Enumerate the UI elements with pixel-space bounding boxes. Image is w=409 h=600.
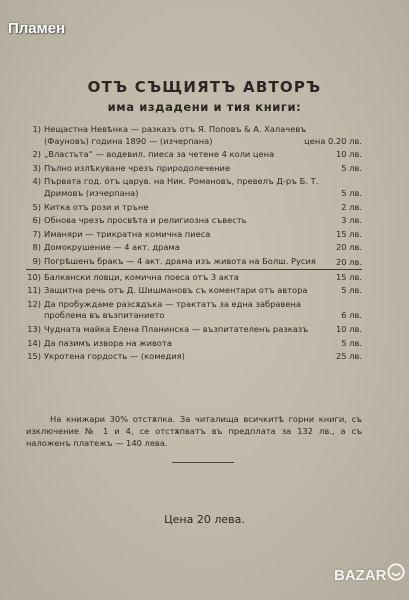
book-list (26, 124, 362, 365)
list-item (26, 338, 362, 350)
item-price: 3 лв. (341, 215, 362, 226)
item-price: 5 лв. (341, 285, 362, 296)
item-number: 1) (32, 124, 41, 134)
page-subtitle: има издадени и тия книги: (107, 100, 302, 114)
item-number: 15) (27, 351, 41, 362)
page-title: ОТЪ СЪЩИЯТЪ АВТОРЪ (87, 78, 322, 96)
cover-price: Цена 20 лева. (164, 513, 245, 526)
list-item (26, 229, 362, 241)
item-number: 3) (32, 162, 41, 173)
item-number: 7) (32, 228, 41, 239)
divider (172, 462, 234, 463)
item-price: 20 лв. (335, 242, 362, 253)
item-number: 9) (32, 255, 41, 266)
item-price: 10 лв. (335, 149, 362, 160)
bazar-smile-icon (387, 563, 405, 581)
list-item (26, 176, 362, 199)
item-price: 25 лв. (335, 351, 362, 362)
list-item (26, 242, 362, 254)
item-number: 5) (32, 201, 41, 212)
item-title: Укротена гордость — (комедия) (44, 351, 185, 362)
item-number: 10) (27, 271, 41, 282)
list-item (26, 272, 362, 284)
item-title: Нещастна Невѣнка — разказъ отъ Я. Поповъ & А. Халачевъ (Фауновъ) година 1890 — (изчерпана) (44, 124, 307, 146)
item-price: 2 лв. (341, 201, 362, 212)
item-title: Иманяри — трикратна комична пиеса (44, 228, 211, 239)
list-item (26, 163, 362, 175)
item-title: Китка отъ рози и трънe (44, 201, 149, 212)
list-item (26, 351, 362, 363)
item-price: 6 лв. (341, 310, 362, 321)
item-price: цена 0.20 лв. (304, 135, 362, 146)
list-item (26, 299, 362, 322)
item-title: Обнова чрезъ просвѣта и религиозна съвесть (44, 215, 247, 226)
item-price: 5 лв. (341, 187, 362, 198)
item-number: 14) (27, 337, 41, 348)
list-item (26, 285, 362, 297)
item-number: 11) (27, 285, 41, 296)
bazar-logo: BAZAR (334, 567, 387, 584)
item-title: Да пазимъ извора на живота (44, 337, 172, 348)
list-item (26, 124, 362, 147)
item-title: Балкански ловци, комична поеса отъ 3 акта (44, 271, 239, 282)
item-title: Защитна речь отъ Д. Шишмановъ съ коментари отъ автора (44, 285, 308, 296)
item-price: 5 лв. (341, 337, 362, 348)
item-price: 5 лв. (341, 162, 362, 173)
item-number: 6) (32, 215, 41, 226)
item-price: 10 лв. (335, 323, 362, 334)
list-item (26, 324, 362, 336)
list-item (26, 149, 362, 161)
item-title: Да пробуждаме разсѫдъка — трактатъ за една забравена проблема въ възпитанието (44, 298, 301, 321)
list-item (26, 202, 362, 214)
item-number: 4) (32, 176, 41, 187)
item-title: „Властьта“ — водевил. пиеса за четене 4 коли цена (44, 149, 275, 160)
item-number: 13) (27, 323, 41, 334)
item-price: 20 лв. (335, 256, 362, 267)
item-number: 2) (32, 149, 41, 160)
list-item (26, 215, 362, 227)
item-title: Първата год. отъ царув. на Ник. Романовъ, превелъ Д-ръ Б. Т. Дримовъ (изчерпана) (44, 176, 319, 198)
seller-watermark: Пламен (8, 20, 66, 37)
item-title: Чудната майка Елена Планинска — възпитателенъ разказъ (44, 323, 309, 334)
item-price: 15 лв. (335, 271, 362, 282)
item-title: Пълно излѣкуване чрезъ природолечение (44, 162, 231, 173)
item-number: 8) (32, 242, 41, 253)
item-price: 15 лв. (335, 228, 362, 239)
item-number: 12) (27, 298, 41, 309)
list-item (26, 256, 362, 270)
item-title: Погрѣшенъ бракъ — 4 акт. драма изъ живота на Болш. Русия (44, 255, 316, 266)
discount-note: На книжари 30% отстѫпка. За читалища всичкитѣ горни книги, съ изключение № 1 и 4, се отстѫпватъ въ предплата за 132 лв., а съ наложенъ платежъ — 140 лева. (26, 414, 362, 448)
item-title: Домокрушение — 4 акт. драма (44, 242, 180, 253)
